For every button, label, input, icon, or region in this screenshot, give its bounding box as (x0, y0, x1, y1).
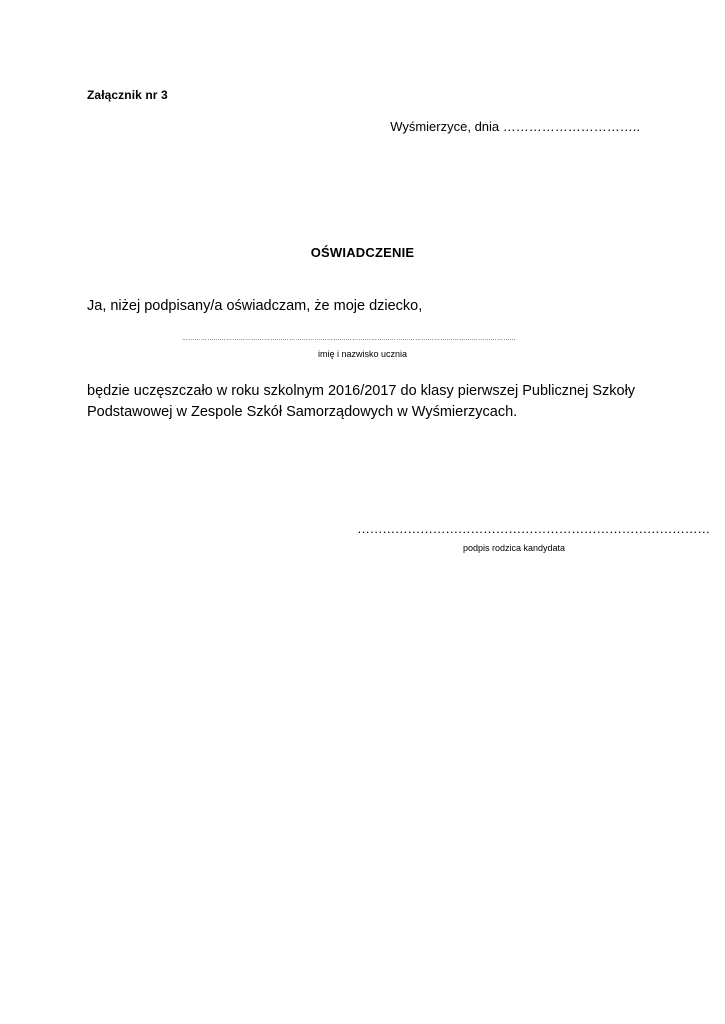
signature-caption: podpis rodzica kandydata (463, 543, 566, 553)
student-name-caption: imię i nazwisko ucznia (317, 349, 408, 359)
document-title: OŚWIADCZENIE (310, 245, 415, 260)
signature-fill-line: ………………………………………………………………………… (357, 521, 710, 536)
declaration-body-line-2: Podstawowej w Zespole Szkół Samorządowych w Wyśmierzycach. (87, 404, 518, 420)
declaration-body (87, 381, 647, 423)
attachment-label: Załącznik nr 3 (87, 88, 168, 102)
intro-text: Ja, niżej podpisany/a oświadczam, że moje dziecko, (87, 298, 423, 314)
student-name-fill-line: …………………………………………………………………………………………………………………………………………… (182, 336, 516, 342)
place-date-line: Wyśmierzyce, dnia ………………………….. (390, 119, 640, 134)
declaration-body-line-1: będzie uczęszczało w roku szkolnym 2016/2017 do klasy pierwszej Publicznej Szkoły (87, 383, 636, 399)
